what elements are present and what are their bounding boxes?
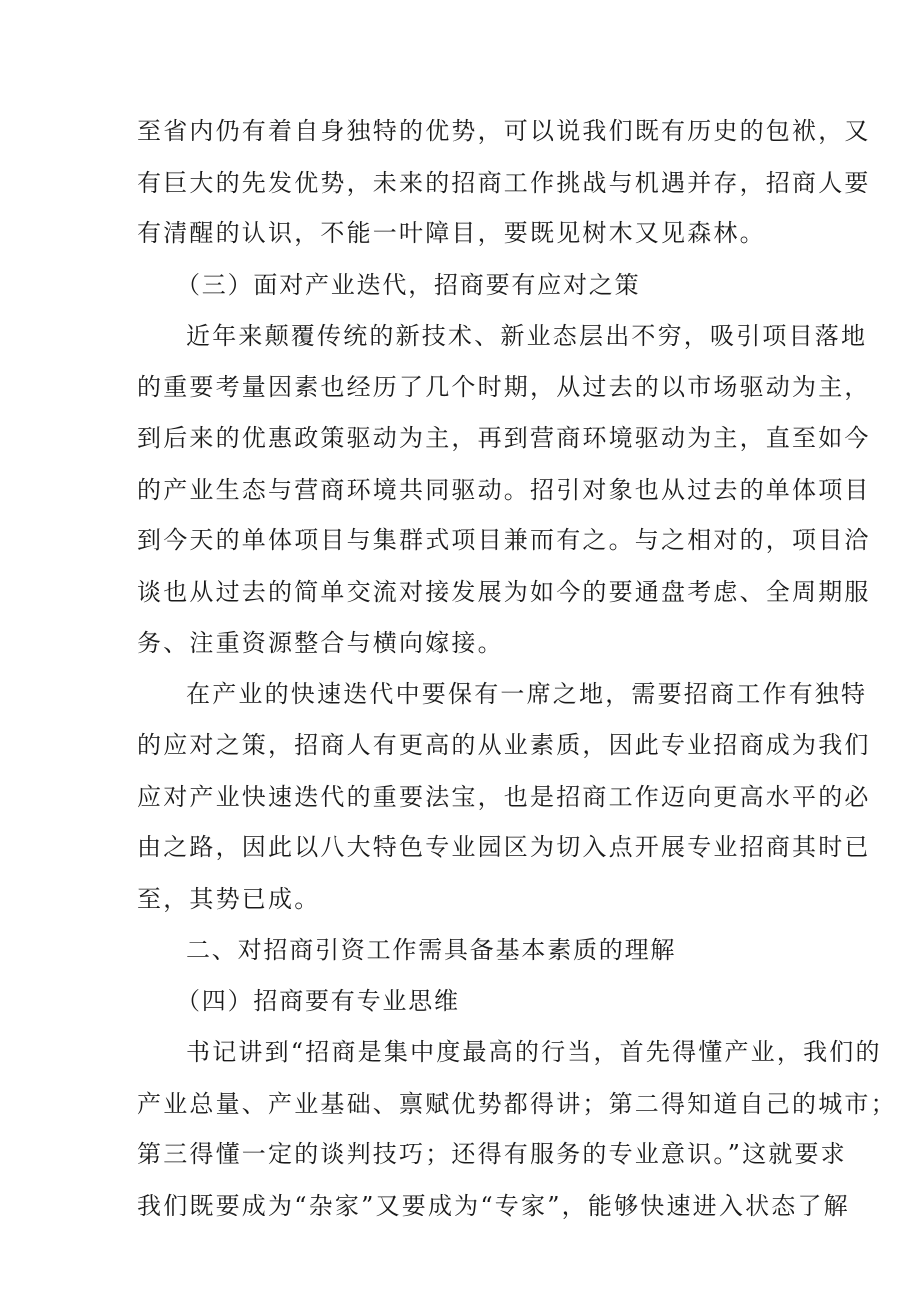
paragraph-line: 务、注重资源整合与横向嫁接。 — [137, 629, 504, 657]
paragraph-line: 书记讲到“招商是集中度最高的行当，首先得懂产业，我们的 — [186, 1038, 882, 1066]
paragraph-line: 至，其势已成。 — [137, 885, 321, 913]
paragraph-line: 近年来颠覆传统的新技术、新业态层出不穷，吸引项目落地 — [186, 322, 868, 350]
section-heading: （四）招商要有专业思维 — [176, 987, 460, 1015]
paragraph-line: 有清醒的认识，不能一叶障目，要既见树木又见森林。 — [137, 219, 766, 247]
paragraph-line: 的应对之策，招商人有更高的从业素质，因此专业招商成为我们 — [137, 731, 871, 759]
paragraph-line: 由之路，因此以八大特色专业园区为切入点开展专业招商其时已 — [137, 833, 871, 861]
paragraph-line: 我们既要成为“杂家”又要成为“专家”，能够快速进入状态了解 — [137, 1192, 850, 1220]
paragraph-line: 的产业生态与营商环境共同驱动。招引对象也从过去的单体项目 — [137, 476, 871, 504]
paragraph-line: 到今天的单体项目与集群式项目兼而有之。与之相对的，项目洽 — [137, 526, 871, 554]
paragraph-line: 产业总量、产业基础、禀赋优势都得讲；第二得知道自己的城市； — [137, 1090, 897, 1118]
paragraph-line: 至省内仍有着自身独特的优势，可以说我们既有历史的包袱，又 — [137, 117, 871, 145]
section-heading: （三）面对产业迭代，招商要有应对之策 — [176, 271, 641, 299]
paragraph-line: 到后来的优惠政策驱动为主，再到营商环境驱动为主，直至如今 — [137, 424, 871, 452]
paragraph-line: 的重要考量因素也经历了几个时期，从过去的以市场驱动为主， — [137, 373, 871, 401]
paragraph-line: 在产业的快速迭代中要保有一席之地，需要招商工作有独特 — [186, 680, 868, 708]
paragraph-line: 谈也从过去的简单交流对接发展为如今的要通盘考虑、全周期服 — [137, 578, 871, 606]
paragraph-line: 应对产业快速迭代的重要法宝，也是招商工作迈向更高水平的必 — [137, 783, 871, 811]
paragraph-line: 第三得懂一定的谈判技巧；还得有服务的专业意识。”这就要求 — [137, 1140, 847, 1168]
section-heading: 二、对招商引资工作需具备基本素质的理解 — [186, 936, 677, 964]
paragraph-line: 有巨大的先发优势，未来的招商工作挑战与机遇并存，招商人要 — [137, 169, 871, 197]
